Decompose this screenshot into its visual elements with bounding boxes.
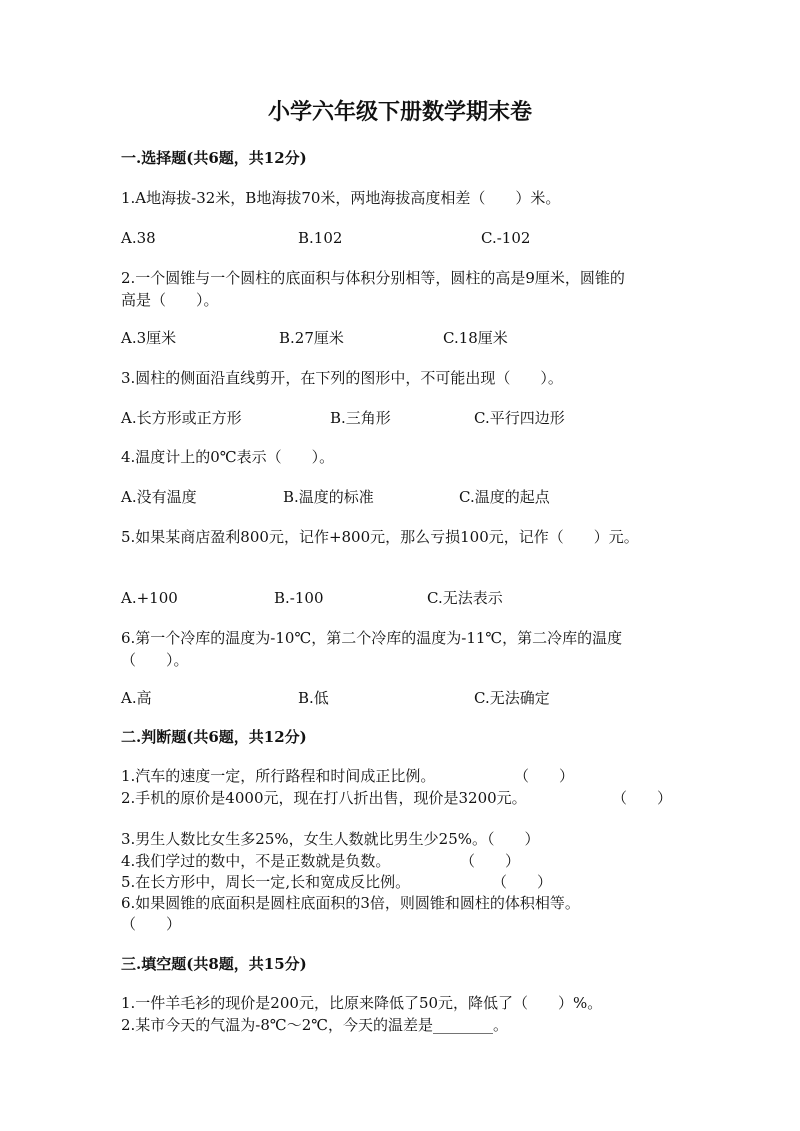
question-text-continued: （ ）。: [121, 651, 189, 669]
option-b: B.低: [298, 689, 329, 707]
statement-text: 2.手机的原价是4000元，现在打八折出售，现价是3200元。: [121, 789, 527, 807]
fill-in-question: 2.某市今天的气温为-8℃～2℃，今天的温差是________。: [121, 1016, 509, 1034]
option-c: C.无法表示: [427, 589, 503, 607]
option-a: A.+100: [121, 589, 178, 607]
question-text: 4.温度计上的0℃表示（ ）。: [121, 448, 335, 466]
option-c: C.无法确定: [474, 689, 550, 707]
question-text: 3.圆柱的侧面沿直线剪开，在下列的图形中，不可能出现（ ）。: [121, 369, 563, 387]
section-heading-choice: 一.选择题(共6题，共12分): [121, 149, 307, 167]
option-a: A.长方形或正方形: [121, 409, 242, 427]
question-text: 6.第一个冷库的温度为-10℃，第二个冷库的温度为-11℃，第二冷库的温度: [121, 629, 623, 647]
answer-paren: （ ）: [492, 873, 553, 891]
question-text: 2.一个圆锥与一个圆柱的底面积与体积分别相等，圆柱的高是9厘米，圆锥的: [121, 269, 625, 287]
statement-text: 1.汽车的速度一定，所行路程和时间成正比例。: [121, 767, 436, 785]
option-a: A.高: [121, 689, 152, 707]
statement-text: 6.如果圆锥的底面积是圆柱底面积的3倍，则圆锥和圆柱的体积相等。: [121, 894, 580, 912]
question-text: 1.A地海拔-32米，B地海拔70米，两地海拔高度相差（ ）米。: [121, 189, 561, 207]
answer-paren: （ ）: [612, 789, 673, 807]
section-heading-judgment: 二.判断题(共6题，共12分): [121, 728, 307, 746]
option-b: B.102: [298, 229, 343, 247]
answer-paren: （ ）: [460, 852, 521, 870]
option-c: C.温度的起点: [459, 488, 550, 506]
statement-text: 3.男生人数比女生多25%，女生人数就比男生少25%。（ ）: [121, 830, 540, 848]
option-c: C.18厘米: [443, 329, 508, 347]
fill-in-question: 1.一件羊毛衫的现价是200元，比原来降低了50元，降低了（ ）%。: [121, 994, 603, 1012]
option-a: A.没有温度: [121, 488, 197, 506]
option-b: B.温度的标准: [283, 488, 374, 506]
option-a: A.3厘米: [121, 329, 177, 347]
section-heading-fill-in: 三.填空题(共8题，共15分): [121, 955, 307, 973]
answer-paren: （ ）: [514, 767, 575, 785]
statement-text: 4.我们学过的数中，不是正数就是负数。: [121, 852, 391, 870]
answer-paren: （ ）: [121, 915, 182, 933]
statement-text: 5.在长方形中，周长一定,长和宽成反比例。: [121, 873, 411, 891]
page-title: 小学六年级下册数学期末卷: [267, 99, 532, 125]
option-c: C.-102: [481, 229, 531, 247]
option-b: B.27厘米: [279, 329, 344, 347]
option-b: B.三角形: [330, 409, 391, 427]
question-text-continued: 高是（ ）。: [121, 291, 219, 309]
option-b: B.-100: [274, 589, 324, 607]
option-c: C.平行四边形: [474, 409, 565, 427]
option-a: A.38: [121, 229, 156, 247]
question-text: 5.如果某商店盈利800元，记作+800元，那么亏损100元，记作（ ）元。: [121, 528, 639, 546]
